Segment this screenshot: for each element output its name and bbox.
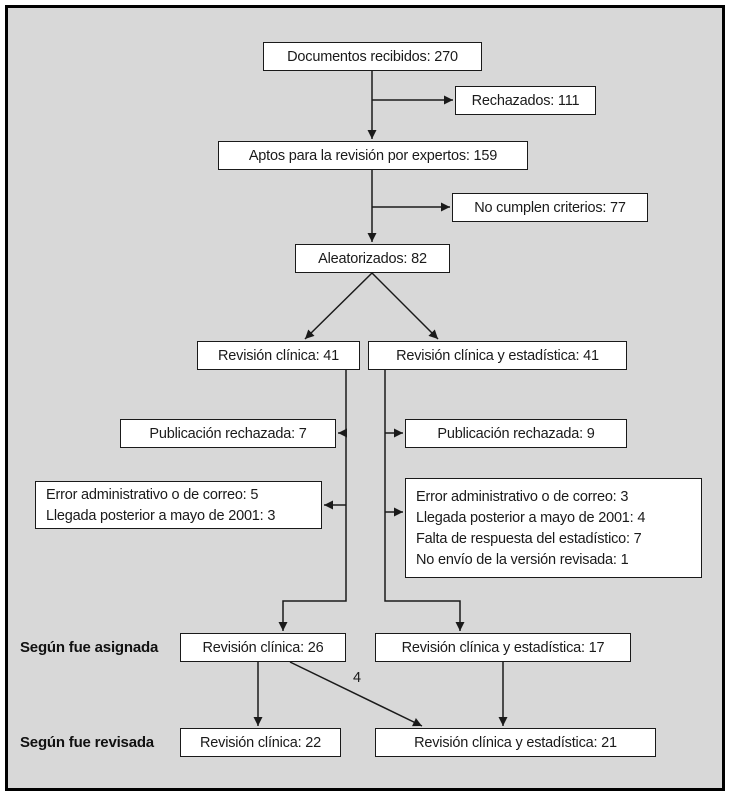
node-rechazados: Rechazados: 111 [455, 86, 596, 115]
node-revisada-revision-clinica-estadistica-21: Revisión clínica y estadística: 21 [375, 728, 656, 757]
row-label-segun-fue-asignada: Según fue asignada [20, 639, 159, 656]
node-aptos-revision-expertos: Aptos para la revisión por expertos: 159 [218, 141, 528, 170]
node-revision-clinica-41: Revisión clínica: 41 [197, 341, 360, 370]
exclusion-line: Llegada posterior a mayo de 2001: 4 [416, 510, 646, 526]
node-no-cumplen-criterios: No cumplen criterios: 77 [452, 193, 648, 222]
exclusion-line: Llegada posterior a mayo de 2001: 3 [46, 508, 276, 524]
exclusion-line: Error administrativo o de correo: 5 [46, 487, 259, 503]
diagram-frame [5, 5, 725, 791]
node-publicacion-rechazada-7: Publicación rechazada: 7 [120, 419, 336, 448]
node-exclusiones-izquierda [35, 481, 322, 529]
crossover-count-label: 4 [353, 670, 362, 686]
exclusion-line: No envío de la versión revisada: 1 [416, 552, 629, 568]
node-publicacion-rechazada-9: Publicación rechazada: 9 [405, 419, 627, 448]
node-revision-clinica-estadistica-41: Revisión clínica y estadística: 41 [368, 341, 627, 370]
exclusion-line: Error administrativo o de correo: 3 [416, 489, 629, 505]
node-aleatorizados: Aleatorizados: 82 [295, 244, 450, 273]
node-asignada-revision-clinica-estadistica-17: Revisión clínica y estadística: 17 [375, 633, 631, 662]
node-revisada-revision-clinica-22: Revisión clínica: 22 [180, 728, 341, 757]
node-exclusiones-derecha [405, 478, 702, 578]
row-label-segun-fue-revisada: Según fue revisada [20, 734, 154, 751]
node-asignada-revision-clinica-26: Revisión clínica: 26 [180, 633, 346, 662]
exclusion-line: Falta de respuesta del estadístico: 7 [416, 531, 642, 547]
node-documentos-recibidos: Documentos recibidos: 270 [263, 42, 482, 71]
